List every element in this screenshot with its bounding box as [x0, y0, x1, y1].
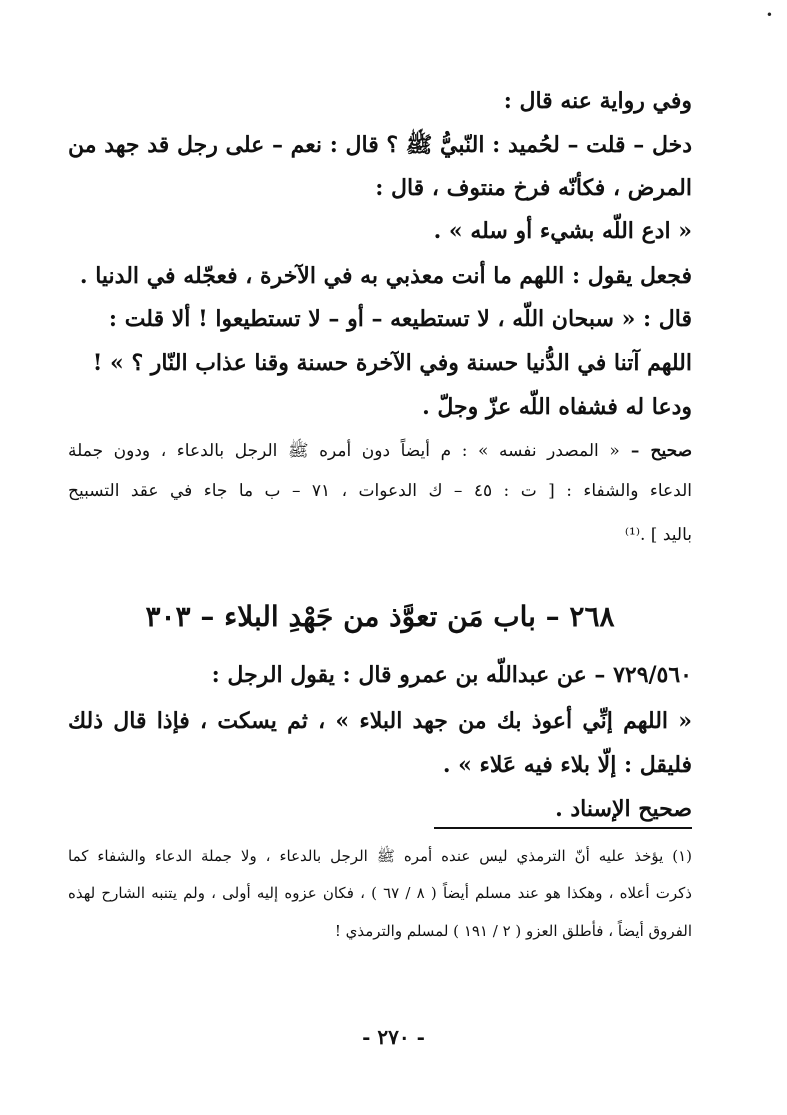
footnote-line-2: ذكرت أعلاه ، وهكذا هو عند مسلم أيضاً ( ٨ / ٦٧ ) ، فكان عزوه إليه أولى ، ولم يتنبه الشارح لهذه — [68, 884, 692, 902]
hadith-grading: صحيح الإسناد . — [555, 796, 692, 822]
footnote-line-1: (١) يؤخذ عليه أنّ الترمذي ليس عنده أمره ﷺ الرجل بالدعاء ، ولا جملة الدعاء والشفاء كما — [68, 847, 692, 865]
grading-label: صحيح – — [630, 441, 693, 461]
grading-line-3: باليد ] .⁽¹⁾ — [624, 525, 692, 545]
text-line-1: وفي رواية عنه قال : — [503, 88, 692, 114]
grading-line-1 — [68, 436, 692, 466]
chapter-heading: ٢٦٨ – باب مَن تعوَّذ من جَهْدِ البلاء – ٣٠٣ — [145, 600, 615, 633]
hadith-line-3: فليقل : إلّا بلاء فيه عَلاء » . — [442, 752, 692, 778]
page-number: - ٢٧٠ - — [362, 1025, 425, 1049]
text-line-3: المرض ، فكأنّه فرخ منتوف ، قال : — [375, 175, 692, 201]
corner-mark: • — [765, 8, 773, 22]
text-line-4: « ادع اللّه بشيء أو سله » . — [433, 218, 692, 244]
hadith-line-1: ٧٢٩/٥٦٠ – عن عبداللّه بن عمرو قال : يقول الرجل : — [211, 662, 692, 688]
text-line-7: اللهم آتنا في الدُّنيا حسنة وفي الآخرة حسنة وقنا عذاب النّار ؟ » ! — [92, 350, 692, 376]
text-line-5: فجعل يقول : اللهم ما أنت معذبي به في الآخرة ، فعجّله في الدنيا . — [79, 263, 692, 289]
text-line-8: ودعا له فشفاه اللّه عزّ وجلّ . — [422, 394, 692, 420]
hadith-line-2: « اللهم إنِّي أعوذ بك من جهد البلاء » ، ثم يسكت ، فإذا قال ذلك — [68, 708, 692, 734]
text-line-6: قال : « سبحان اللّه ، لا تستطيعه – أو – لا تستطيعوا ! ألا قلت : — [108, 306, 692, 332]
grading-line-2: الدعاء والشفاء : [ ت : ٤٥ – ك الدعوات ، ٧١ – ب ما جاء في عقد التسبيح — [68, 481, 692, 501]
text-line-2: دخل – قلت – لحُميد : النّبيُّ ﷺ ؟ قال : نعم – على رجل قد جهد من — [68, 132, 692, 158]
footnote-line-3: الفروق أيضاً ، فأطلق العزو ( ٢ / ١٩١ ) لمسلم والترمذي ! — [334, 922, 692, 940]
grading-text: « المصدر نفسه » : م أيضاً دون أمره ﷺ الرجل بالدعاء ، ودون جملة — [68, 441, 620, 461]
footnote-rule — [434, 827, 692, 829]
